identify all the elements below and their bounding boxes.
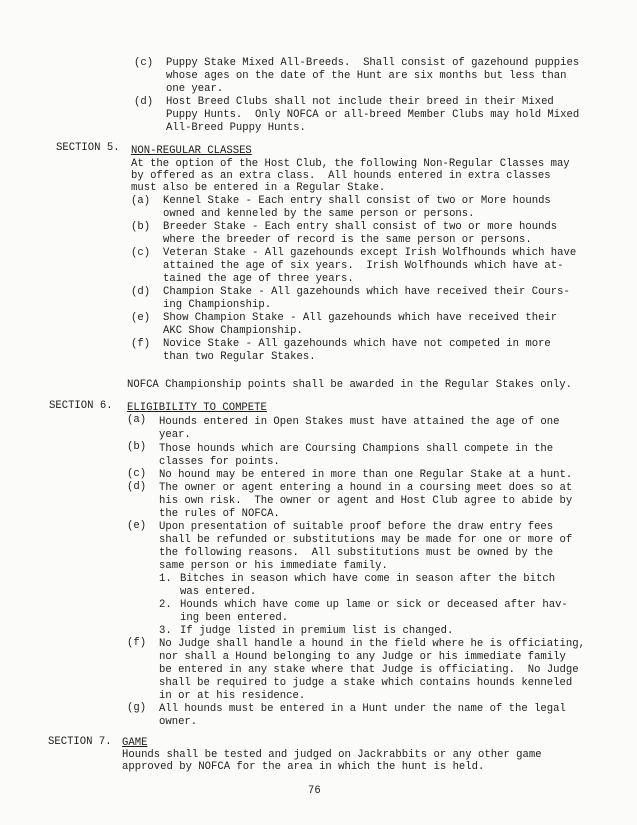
item-text-line: his own risk. The owner or agent and Host Club agree to abide by	[159, 495, 573, 507]
item-label: (f)	[131, 338, 151, 350]
item-text-line: Puppy Stake Mixed All-Breeds. Shall consist of gazehound puppies	[166, 57, 580, 69]
item-text-line: ing Championship.	[163, 299, 272, 311]
sub-item-label: 3.	[159, 625, 172, 637]
item-text-line: same person or his immediate family.	[159, 560, 388, 572]
section-label: SECTION 7.	[48, 736, 112, 748]
section-note: NOFCA Championship points shall be awarded in the Regular Stakes only.	[127, 379, 573, 391]
section-label: SECTION 6.	[49, 400, 113, 412]
sub-item-text-line: ing been entered.	[180, 612, 289, 624]
sub-item-text-line: was entered.	[180, 586, 257, 598]
item-text-line: where the breeder of record is the same person or persons.	[163, 234, 532, 246]
item-text-line: be entered in any stake where that Judge is officiating. No Judge	[159, 664, 579, 676]
item-text-line: owner.	[159, 716, 198, 728]
item-text-line: Upon presentation of suitable proof before the draw entry fees	[159, 521, 554, 533]
sub-item-label: 1.	[159, 573, 172, 585]
section-intro-line: by offered as an extra class. All hounds entered in extra classes	[131, 170, 551, 182]
sub-item-text-line: Bitches in season which have come in season after the bitch	[180, 573, 556, 585]
item-label: (d)	[131, 286, 151, 298]
item-text-line: Puppy Hunts. Only NOFCA or all-breed Member Clubs may hold Mixed	[166, 109, 580, 121]
section-text-line: approved by NOFCA for the area in which the hunt is held.	[122, 761, 485, 773]
item-label: (b)	[131, 221, 151, 233]
item-label: (c)	[127, 468, 147, 480]
item-text-line: the following reasons. All substitutions must be owned by the	[159, 547, 554, 559]
section-title: ELIGIBILITY TO COMPETE	[127, 402, 267, 414]
item-text-line: than two Regular Stakes.	[163, 351, 316, 363]
item-label: (c)	[131, 247, 151, 259]
item-text-line: owned and kenneled by the same person or persons.	[163, 208, 475, 220]
item-text-line: All-Breed Puppy Hunts.	[166, 122, 306, 134]
item-text-line: Champion Stake - All gazehounds which have received their Cours-	[163, 286, 570, 298]
item-text-line: The owner or agent entering a hound in a coursing meet does so at	[159, 482, 573, 494]
sub-item-text-line: Hounds which have come up lame or sick or deceased after hav-	[180, 599, 568, 611]
item-label: (d)	[134, 96, 154, 108]
sub-item-text-line: If judge listed in premium list is changed.	[180, 625, 454, 637]
item-text-line: classes for points.	[159, 456, 280, 468]
item-text-line: AKC Show Championship.	[163, 325, 303, 337]
item-text-line: No hound may be entered in more than one Regular Stake at a hunt.	[159, 469, 573, 481]
section-intro-line: must also be entered in a Regular Stake.	[131, 182, 386, 194]
item-text-line: Hounds entered in Open Stakes must have attained the age of one	[159, 416, 560, 428]
item-text-line: Veteran Stake - All gazehounds except Irish Wolfhounds which have	[163, 247, 577, 259]
item-text-line: Those hounds which are Coursing Champions shall compete in the	[159, 443, 554, 455]
item-label: (d)	[127, 481, 147, 493]
page-number: 76	[308, 785, 321, 797]
item-text-line: the rules of NOFCA.	[159, 508, 280, 520]
item-text-line: in or at his residence.	[159, 690, 306, 702]
item-label: (a)	[131, 195, 151, 207]
item-text-line: Breeder Stake - Each entry shall consist of two or more hounds	[163, 221, 558, 233]
item-label: (e)	[127, 520, 147, 532]
item-label: (b)	[127, 441, 147, 453]
section-label: SECTION 5.	[56, 142, 120, 154]
item-label: (a)	[127, 414, 147, 426]
item-text-line: year.	[159, 429, 191, 441]
item-text-line: No Judge shall handle a hound in the field where he is officiating,	[159, 638, 585, 650]
sub-item-label: 2.	[159, 599, 172, 611]
section-title: NON-REGULAR CLASSES	[131, 145, 252, 157]
item-label: (c)	[134, 57, 154, 69]
item-text-line: Kennel Stake - Each entry shall consist of two or More hounds	[163, 195, 551, 207]
item-label: (g)	[127, 702, 147, 714]
item-text-line: one year.	[166, 83, 224, 95]
item-text-line: All hounds must be entered in a Hunt under the name of the legal	[159, 703, 566, 715]
item-text-line: attained the age of six years. Irish Wolfhounds which have at-	[163, 260, 564, 272]
section-intro-line: At the option of the Host Club, the following Non-Regular Classes may	[131, 158, 570, 170]
section-title: GAME	[122, 737, 148, 749]
item-text-line: Show Champion Stake - All gazehounds which have received their	[163, 312, 558, 324]
item-text-line: Novice Stake - All gazehounds which have not competed in more	[163, 338, 551, 350]
section-text-line: Hounds shall be tested and judged on Jackrabbits or any other game	[122, 749, 542, 761]
item-text-line: Host Breed Clubs shall not include their breed in their Mixed	[166, 96, 554, 108]
item-text-line: nor shall a Hound belonging to any Judge or his immediate family	[159, 651, 566, 663]
item-text-line: shall be required to judge a stake which contains hounds kenneled	[159, 677, 573, 689]
item-text-line: tained the age of three years.	[163, 273, 354, 285]
item-label: (e)	[131, 312, 151, 324]
item-label: (f)	[127, 637, 147, 649]
item-text-line: whose ages on the date of the Hunt are six months but less than	[166, 70, 567, 82]
item-text-line: shall be refunded or substitutions may be made for one or more of	[159, 534, 573, 546]
